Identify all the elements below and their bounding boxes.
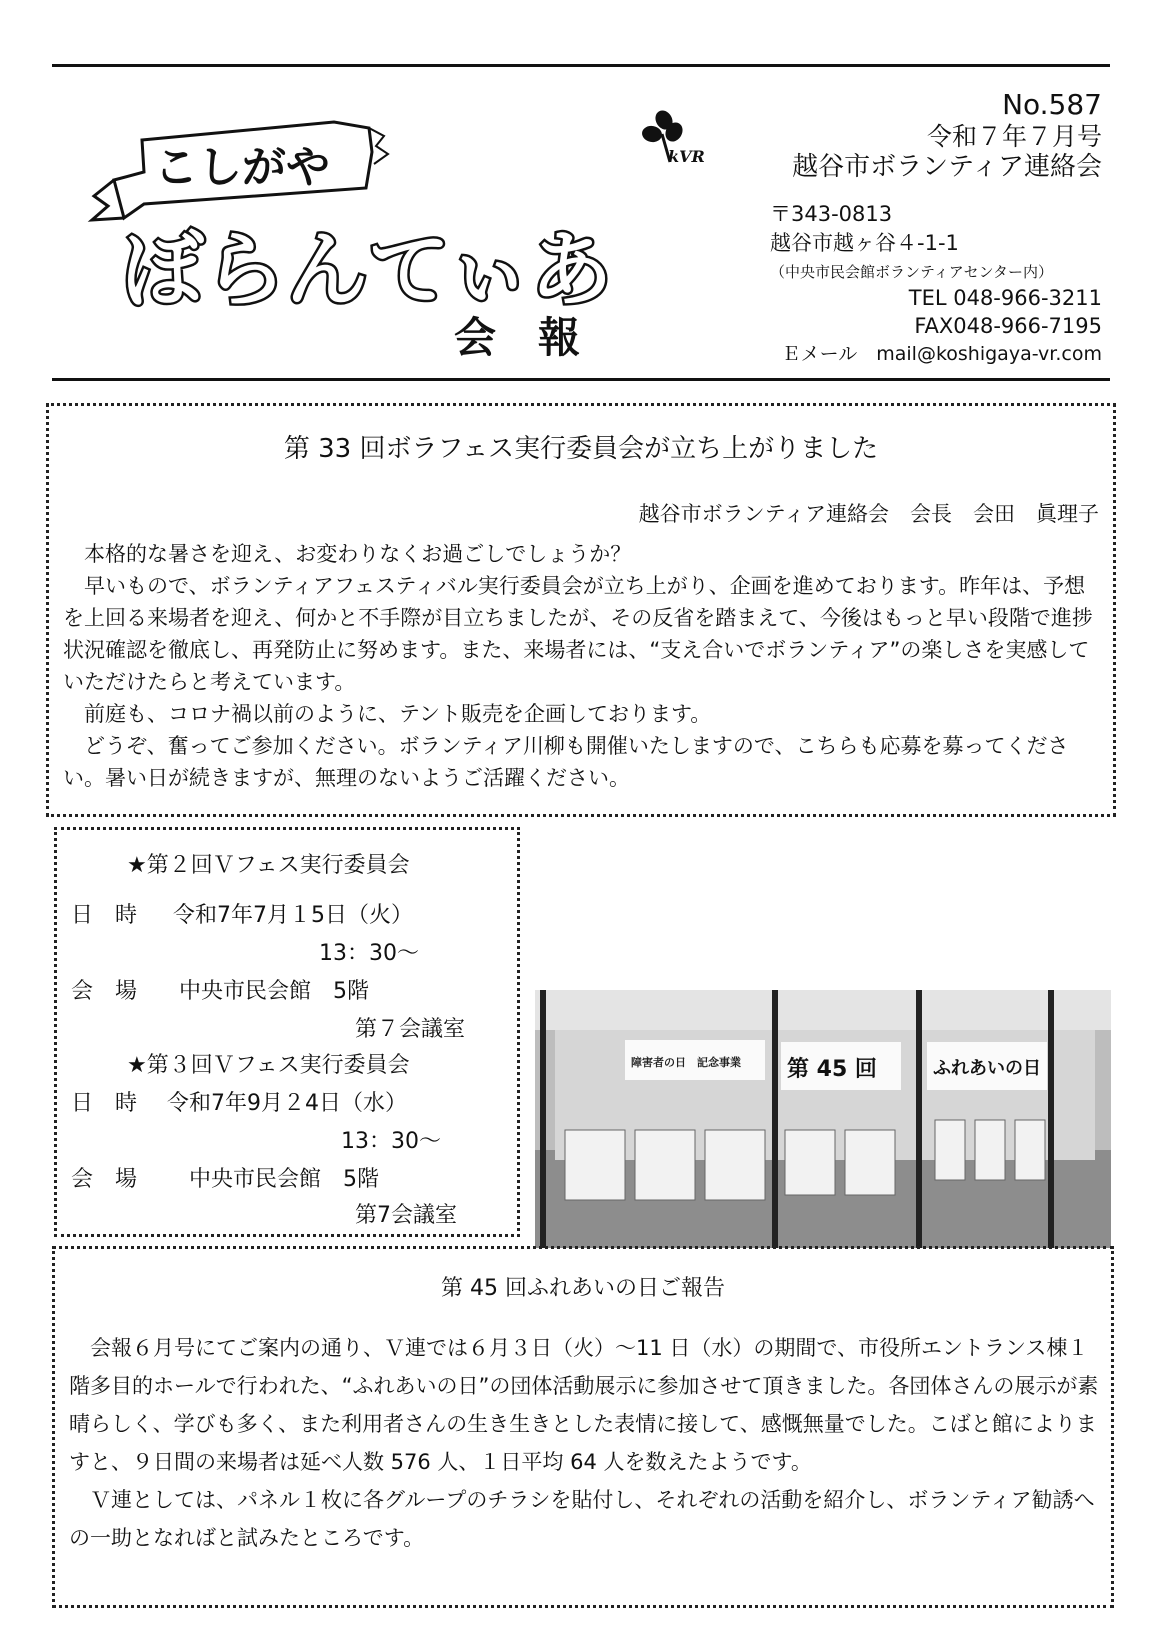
postal-code: 〒343-0813	[770, 202, 893, 226]
top-rule	[52, 64, 1110, 67]
org-name: 越谷市ボランティア連絡会	[792, 151, 1102, 182]
meeting2-date-label: 日 時	[71, 903, 138, 928]
clover-mark-text: kVR	[668, 147, 705, 166]
meeting2-venue-label: 会 場	[71, 979, 138, 1004]
street-address: 越谷市越ヶ谷４-1-1	[770, 231, 959, 255]
article-vfes-committee	[46, 403, 1116, 817]
article-body	[69, 1329, 1099, 1557]
meeting2-time: 13：30〜	[319, 941, 419, 966]
article-body	[63, 538, 1103, 794]
article-title: 第 45 回ふれあいの日ご報告	[441, 1276, 725, 1301]
email-address: Ｅメール mail@koshigaya-vr.com	[781, 343, 1102, 365]
article-title: 第 33 回ボラフェス実行委員会が立ち上がりました	[283, 434, 879, 464]
address-note: （中央市民会館ボランティアセンター内）	[770, 263, 1054, 281]
meeting2-room: 第７会議室	[355, 1017, 466, 1042]
clover-icon	[640, 104, 710, 174]
banner-right-text: ふれあいの日	[933, 1058, 1041, 1079]
fax-number: FAX048-966-7195	[914, 314, 1102, 338]
article-fureai-report	[52, 1246, 1114, 1608]
meeting-schedule	[54, 827, 520, 1237]
meeting2-title: ★第２回Ｖフェス実行委員会	[127, 853, 410, 878]
meeting3-venue: 中央市民会館 5階	[189, 1167, 379, 1192]
logo-sub-text: 会 報	[454, 313, 581, 362]
meeting3-venue-label: 会 場	[71, 1167, 138, 1192]
paragraph: 本格的な暑さを迎え、お変わりなくお過ごしでしょうか？	[63, 542, 632, 566]
meeting3-time: 13：30〜	[341, 1129, 441, 1154]
newsletter-logo	[84, 100, 644, 370]
article-author: 越谷市ボランティア連絡会 会長 会田 眞理子	[638, 502, 1099, 526]
issue-info	[792, 88, 1102, 183]
logo-main-text: ぼらんてぃあ	[122, 223, 613, 318]
meeting2-venue: 中央市民会館 5階	[179, 979, 369, 1004]
meeting3-date-label: 日 時	[71, 1091, 138, 1116]
tel-number: TEL 048-966-3211	[908, 286, 1102, 310]
meeting3-title: ★第３回Ｖフェス実行委員会	[127, 1053, 410, 1078]
meeting2-date: 令和7年7月１5日（火）	[173, 903, 413, 928]
banner-mid-text: 第 45 回	[787, 1057, 877, 1082]
paragraph: 前庭も、コロナ禍以前のように、テント販売を企画しております。	[63, 702, 712, 726]
paragraph: 会報６月号にてご案内の通り、Ｖ連では６月３日（火）〜11 日（水）の期間で、市役所エントランス棟１階多目的ホールで行われた、“ふれあいの日”の団体活動展示に参加させて頂きました。各団体さんの展示が素晴らしく、学びも多く、また利用者さんの生き生きとした表情に接して、感慨無量でした。こばと館によりますと、９日間の来場者は延べ人数 576 人、１日平均 64 人を数えたようです。	[69, 1336, 1099, 1474]
issue-number: No.587	[1002, 88, 1102, 121]
banner-left-text: 障害者の日 記念事業	[631, 1056, 741, 1069]
paragraph: Ｖ連としては、パネル１枚に各グループのチラシを貼付し、それぞれの活動を紹介し、ボランティア勧誘への一助となればと試みたところです。	[69, 1488, 1095, 1550]
meeting3-date: 令和7年9月２4日（水）	[167, 1091, 407, 1116]
paragraph: どうぞ、奮ってご参加ください。ボランティア川柳も開催いたしますので、こちらも応募を募ってください。暑い日が続きますが、無理のないようご活躍ください。	[63, 734, 1069, 790]
issue-date: 令和７年７月号	[926, 121, 1102, 151]
meeting3-room: 第7会議室	[355, 1203, 457, 1228]
contact-block	[782, 284, 1102, 368]
address-block	[770, 200, 1053, 286]
logo-top-text: こしがや	[154, 142, 330, 193]
header-bottom-rule	[52, 378, 1110, 381]
paragraph: 早いもので、ボランティアフェスティバル実行委員会が立ち上がり、企画を進めております。昨年は、予想を上回る来場者を迎え、何かと不手際が目立ちましたが、その反省を踏まえて、今後はもっと早い段階で進捗状況確認を徹底し、再発防止に努めます。また、来場者には、“支え合いでボランティア”の楽しさを実感していただけたらと考えています。	[63, 574, 1093, 694]
event-photo	[535, 990, 1111, 1248]
